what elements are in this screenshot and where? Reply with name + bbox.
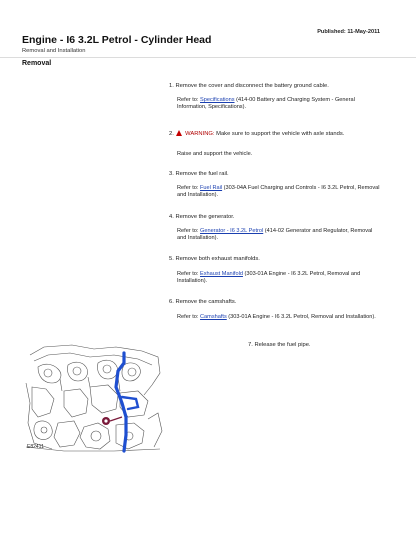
- step-number: 4.: [169, 214, 174, 220]
- step-text: Remove the cover and disconnect the battery ground cable.: [175, 83, 329, 89]
- step-number: 5.: [169, 256, 174, 262]
- step-number: 2.: [169, 131, 174, 137]
- reference-link[interactable]: Exhaust Manifold: [200, 271, 243, 277]
- step-3: [169, 171, 384, 178]
- step-number: 3.: [169, 171, 174, 177]
- figure-label: E82411: [27, 444, 44, 450]
- warning-label: WARNING:: [185, 131, 215, 137]
- reference-link[interactable]: Specifications: [200, 97, 235, 103]
- step-1-reference: [177, 97, 382, 111]
- page-subtitle: Removal and Installation: [22, 48, 86, 54]
- refer-label: Refer to:: [177, 228, 199, 234]
- reference-link[interactable]: Camshafts: [200, 314, 227, 320]
- step-text: Remove the fuel rail.: [175, 171, 229, 177]
- step-1: [169, 83, 384, 90]
- header-divider: [0, 57, 416, 58]
- refer-label: Refer to:: [177, 314, 199, 320]
- engine-illustration: [24, 343, 164, 453]
- reference-text: (414-00 Battery and Charging System - General Information, Specifications).: [177, 97, 355, 111]
- refer-label: Refer to:: [177, 185, 199, 191]
- warning-icon: [176, 130, 182, 136]
- page-title: Engine - I6 3.2L Petrol - Cylinder Head: [22, 34, 212, 46]
- step-6-reference: [177, 314, 382, 321]
- step-2: [169, 130, 384, 138]
- engine-outline: [26, 345, 162, 451]
- reference-text: (303-01A Engine - I6 3.2L Petrol, Removal and Installation).: [177, 271, 361, 285]
- reference-text: (414-02 Generator and Regulator, Removal and Installation).: [177, 228, 373, 242]
- step-2-instruction: [177, 151, 382, 158]
- step-7: [248, 342, 388, 349]
- step-text: Release the fuel pipe.: [254, 342, 311, 348]
- step-4-reference: [177, 228, 382, 242]
- refer-label: Refer to:: [177, 97, 199, 103]
- step-5-reference: [177, 271, 382, 285]
- refer-label: Refer to:: [177, 271, 199, 277]
- step-text: Raise and support the vehicle.: [177, 151, 253, 157]
- step-4: [169, 214, 384, 221]
- step-number: 7.: [248, 342, 253, 348]
- step-5: [169, 256, 384, 263]
- step-text: Remove the camshafts.: [175, 299, 237, 305]
- callout-marker: [102, 417, 122, 425]
- reference-text: (303-01A Engine - I6 3.2L Petrol, Removal and Installation).: [226, 314, 376, 320]
- step-text: Remove both exhaust manifolds.: [175, 256, 260, 262]
- reference-link[interactable]: Fuel Rail: [200, 185, 223, 191]
- step-6: [169, 299, 384, 306]
- warning-text: Make sure to support the vehicle with axle stands.: [214, 131, 345, 137]
- step-text: Remove the generator.: [175, 214, 235, 220]
- published-date: Published: 11-May-2011: [317, 29, 380, 35]
- reference-link[interactable]: Generator - I6 3.2L Petrol: [200, 228, 264, 234]
- reference-text: (303-04A Fuel Charging and Controls - I6 3.2L Petrol, Removal and Installation).: [177, 185, 380, 199]
- section-title: Removal: [22, 60, 52, 67]
- step-number: 6.: [169, 299, 174, 305]
- step-3-reference: [177, 185, 382, 199]
- step-number: 1.: [169, 83, 174, 89]
